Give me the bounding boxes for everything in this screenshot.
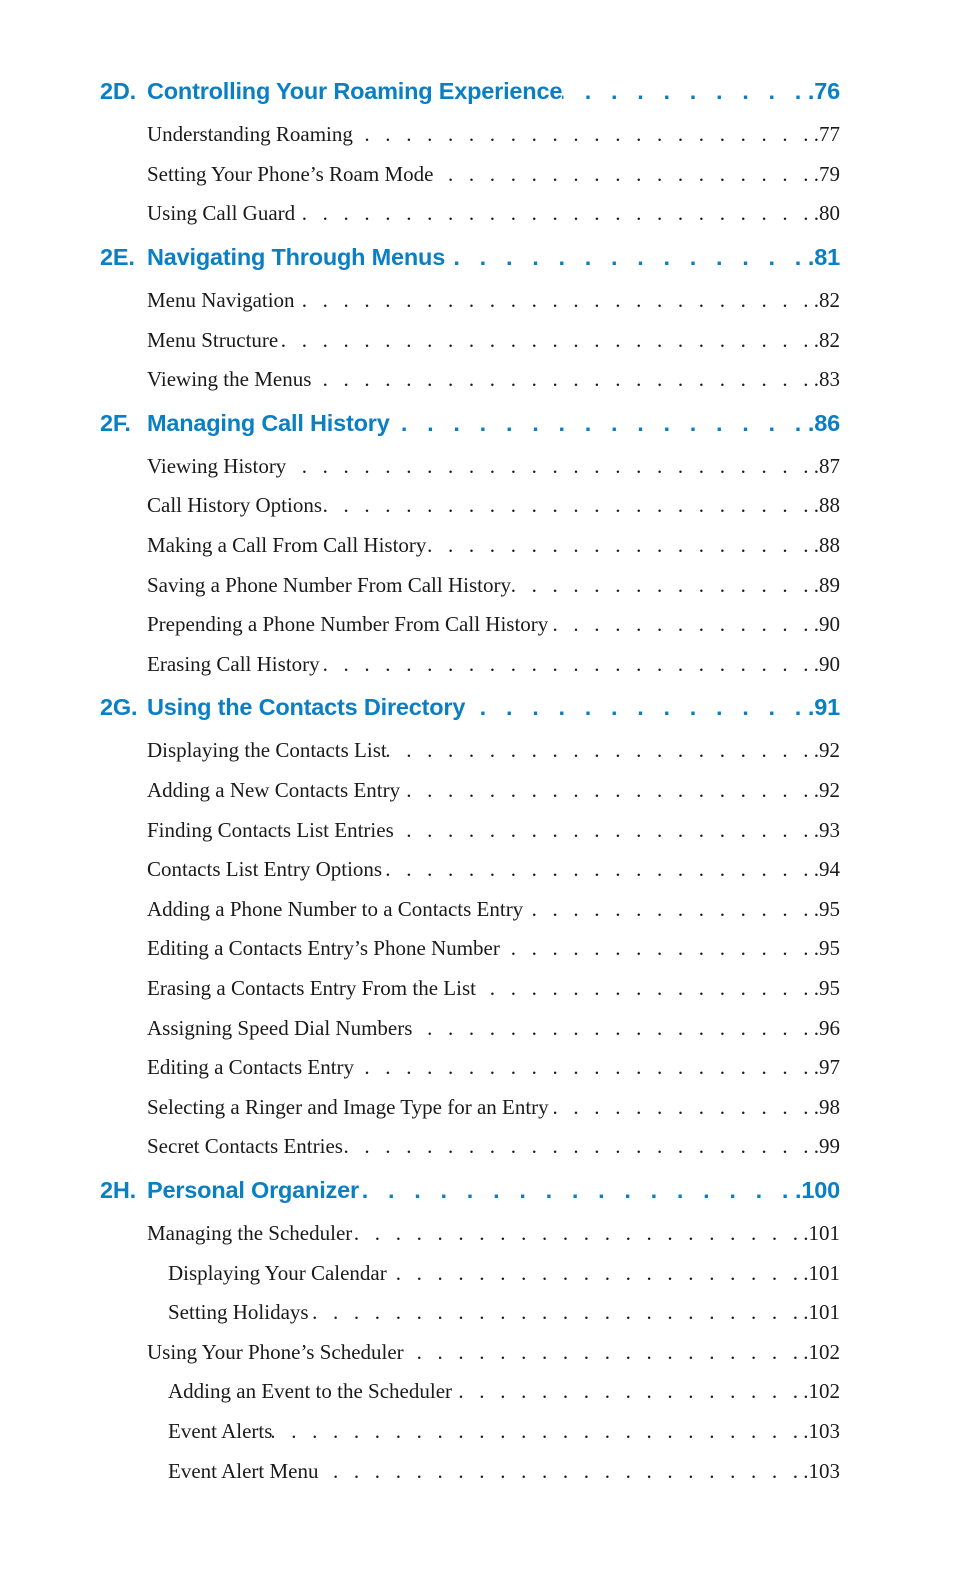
toc-item-page-number: .96 [813, 1015, 840, 1040]
section-title: Personal Organizer [147, 1176, 359, 1203]
section-number: 2D. [100, 78, 136, 104]
dot-leader [382, 857, 814, 882]
dot-leader [562, 78, 808, 105]
toc-item-link[interactable] [100, 447, 840, 487]
dot-leader [318, 1459, 803, 1484]
toc-subitem-link[interactable] [100, 1293, 840, 1333]
toc-item-title: Using Your Phone’s Scheduler [147, 1339, 404, 1364]
toc-item-title: Managing the Scheduler [147, 1220, 353, 1245]
toc-item-page-number: .97 [813, 1055, 840, 1080]
toc-item-title: Erasing a Contacts Entry From the List [147, 975, 476, 1000]
toc-item-page-number: .103 [803, 1458, 840, 1483]
toc-item-link[interactable] [100, 890, 840, 930]
toc-item-page-number: .102 [803, 1339, 840, 1364]
toc-item-page-number: .101 [803, 1260, 840, 1285]
toc-item-page-number: .98 [813, 1094, 840, 1119]
dot-leader [353, 122, 814, 147]
dot-leader [412, 1016, 813, 1041]
dot-leader [452, 1379, 803, 1404]
section-title: Using the Contacts Directory [147, 694, 466, 721]
toc-item-page-number: .82 [813, 288, 840, 313]
toc-item-title: Contacts List Entry Options [147, 857, 383, 882]
section-heading-link[interactable] [100, 68, 840, 115]
toc-item-link[interactable] [100, 1214, 840, 1254]
toc-item-page-number: .88 [813, 533, 840, 558]
dot-leader [295, 201, 814, 226]
toc-item-link[interactable] [100, 360, 840, 400]
toc-item-page-number: .83 [813, 367, 840, 392]
toc-item-title: Understanding Roaming [147, 122, 353, 147]
toc-item-page-number: .87 [813, 453, 840, 478]
dot-leader [511, 573, 814, 598]
dot-leader [465, 694, 808, 721]
toc-item-title: Saving a Phone Number From Call History [147, 572, 511, 597]
toc-item-link[interactable] [100, 155, 840, 195]
toc-item-title: Assigning Speed Dial Numbers [147, 1015, 413, 1040]
toc-item-link[interactable] [100, 281, 840, 321]
toc-item-page-number: .93 [813, 817, 840, 842]
section-title: Controlling Your Roaming Experience [147, 78, 563, 104]
dot-leader [286, 454, 813, 479]
dot-leader [426, 533, 813, 558]
toc-section [100, 68, 840, 234]
dot-leader [272, 1419, 803, 1444]
table-of-contents [100, 68, 840, 1491]
section-number: 2F. [100, 409, 131, 436]
dot-leader [390, 410, 808, 437]
toc-item-page-number: .95 [813, 975, 840, 1000]
section-heading-link[interactable] [100, 1167, 840, 1214]
toc-item-link[interactable] [100, 1332, 840, 1372]
dot-leader [387, 738, 814, 763]
toc-item-link[interactable] [100, 929, 840, 969]
dot-leader [322, 493, 814, 518]
toc-item-title: Menu Navigation [147, 288, 295, 313]
toc-section [100, 1167, 840, 1491]
dot-leader [433, 162, 813, 187]
toc-item-page-number: .92 [813, 738, 840, 763]
dot-leader [445, 244, 808, 271]
toc-item-title: Selecting a Ringer and Image Type for an Entry [147, 1094, 549, 1119]
section-number: 2H. [100, 1176, 136, 1203]
toc-item-title: Displaying Your Calendar [168, 1260, 387, 1285]
section-title: Navigating Through Menus [147, 243, 446, 270]
toc-item-page-number: .82 [813, 327, 840, 352]
toc-item-page-number: .99 [813, 1134, 840, 1159]
toc-item-title: Setting Your Phone’s Roam Mode [147, 161, 434, 186]
toc-item-link[interactable] [100, 526, 840, 566]
dot-leader [352, 1221, 803, 1246]
toc-item-page-number: .89 [813, 572, 840, 597]
toc-item-page-number: .80 [813, 201, 840, 226]
dot-leader [500, 936, 814, 961]
toc-item-title: Adding a Phone Number to a Contacts Entry [147, 896, 524, 921]
toc-item-link[interactable] [100, 645, 840, 685]
dot-leader [387, 1261, 804, 1286]
dot-leader [278, 328, 814, 353]
toc-item-link[interactable] [100, 565, 840, 605]
section-number: 2G. [100, 694, 138, 721]
toc-item-page-number: .101 [803, 1300, 840, 1325]
toc-item-page-number: .79 [813, 161, 840, 186]
dot-leader [476, 976, 814, 1001]
toc-item-title: Editing a Contacts Entry’s Phone Number [147, 936, 500, 961]
dot-leader [400, 778, 814, 803]
section-number: 2E. [100, 243, 135, 270]
toc-item-page-number: .92 [813, 778, 840, 803]
toc-item-title: Adding a New Contacts Entry [147, 778, 401, 803]
toc-item-title: Viewing the Menus [147, 367, 312, 392]
toc-item-title: Setting Holidays [168, 1300, 309, 1325]
toc-item-title: Using Call Guard [147, 201, 296, 226]
toc-item-page-number: .90 [813, 651, 840, 676]
dot-leader [549, 1095, 814, 1120]
toc-item-title: Finding Contacts List Entries [147, 817, 394, 842]
section-page-number: .86 [807, 409, 840, 436]
toc-item-title: Event Alerts [168, 1418, 273, 1443]
toc-item-page-number: .90 [813, 612, 840, 637]
dot-leader [394, 818, 814, 843]
dot-leader [295, 288, 814, 313]
toc-item-title: Secret Contacts Entries [147, 1134, 343, 1159]
toc-item-link[interactable] [100, 194, 840, 234]
section-page-number: .81 [807, 243, 840, 270]
toc-subitem-link[interactable] [100, 1451, 840, 1491]
toc-item-title: Event Alert Menu [168, 1458, 319, 1483]
section-heading-link[interactable] [100, 400, 840, 447]
toc-item-link[interactable] [100, 1048, 840, 1088]
toc-item-title: Viewing History [147, 453, 287, 478]
dot-leader [523, 897, 814, 922]
toc-item-title: Prepending a Phone Number From Call History [147, 612, 549, 637]
toc-subitem-link[interactable] [100, 1412, 840, 1452]
toc-item-link[interactable] [100, 605, 840, 645]
section-page-number: .76 [807, 78, 840, 104]
toc-item-title: Erasing Call History [147, 651, 320, 676]
dot-leader [354, 1055, 814, 1080]
section-title: Managing Call History [147, 409, 390, 436]
dot-leader [343, 1134, 814, 1159]
toc-item-page-number: .88 [813, 493, 840, 518]
toc-item-title: Displaying the Contacts List [147, 738, 387, 763]
toc-item-link[interactable] [100, 486, 840, 526]
toc-item-page-number: .95 [813, 936, 840, 961]
section-page-number: .91 [807, 694, 840, 721]
dot-leader [359, 1177, 795, 1204]
toc-item-title: Making a Call From Call History [147, 533, 427, 558]
toc-item-page-number: .103 [803, 1418, 840, 1443]
dot-leader [309, 1300, 804, 1325]
section-heading-link[interactable] [100, 234, 840, 281]
toc-item-link[interactable] [100, 1087, 840, 1127]
toc-item-link[interactable] [100, 320, 840, 360]
toc-item-page-number: .94 [813, 857, 840, 882]
section-heading-link[interactable] [100, 684, 840, 731]
toc-item-title: Adding an Event to the Scheduler [168, 1379, 453, 1404]
dot-leader [404, 1340, 804, 1365]
toc-section [100, 234, 840, 400]
dot-leader [548, 612, 813, 637]
section-page-number: .100 [795, 1176, 840, 1203]
toc-item-page-number: .77 [813, 122, 840, 147]
dot-leader [311, 367, 813, 392]
toc-item-link[interactable] [100, 731, 840, 771]
toc-item-title: Menu Structure [147, 327, 279, 352]
toc-subitem-link[interactable] [100, 1253, 840, 1293]
toc-item-link[interactable] [100, 969, 840, 1009]
toc-item-link[interactable] [100, 771, 840, 811]
dot-leader [320, 652, 814, 677]
toc-item-page-number: .95 [813, 896, 840, 921]
toc-item-link[interactable] [100, 1008, 840, 1048]
toc-section [100, 684, 840, 1167]
toc-item-link[interactable] [100, 850, 840, 890]
toc-subitem-link[interactable] [100, 1372, 840, 1412]
toc-item-link[interactable] [100, 810, 840, 850]
toc-section [100, 400, 840, 685]
toc-item-page-number: .101 [803, 1220, 840, 1245]
toc-item-title: Call History Options [147, 493, 323, 518]
toc-item-link[interactable] [100, 115, 840, 155]
toc-item-link[interactable] [100, 1127, 840, 1167]
toc-item-title: Editing a Contacts Entry [147, 1055, 355, 1080]
toc-item-page-number: .102 [803, 1379, 840, 1404]
